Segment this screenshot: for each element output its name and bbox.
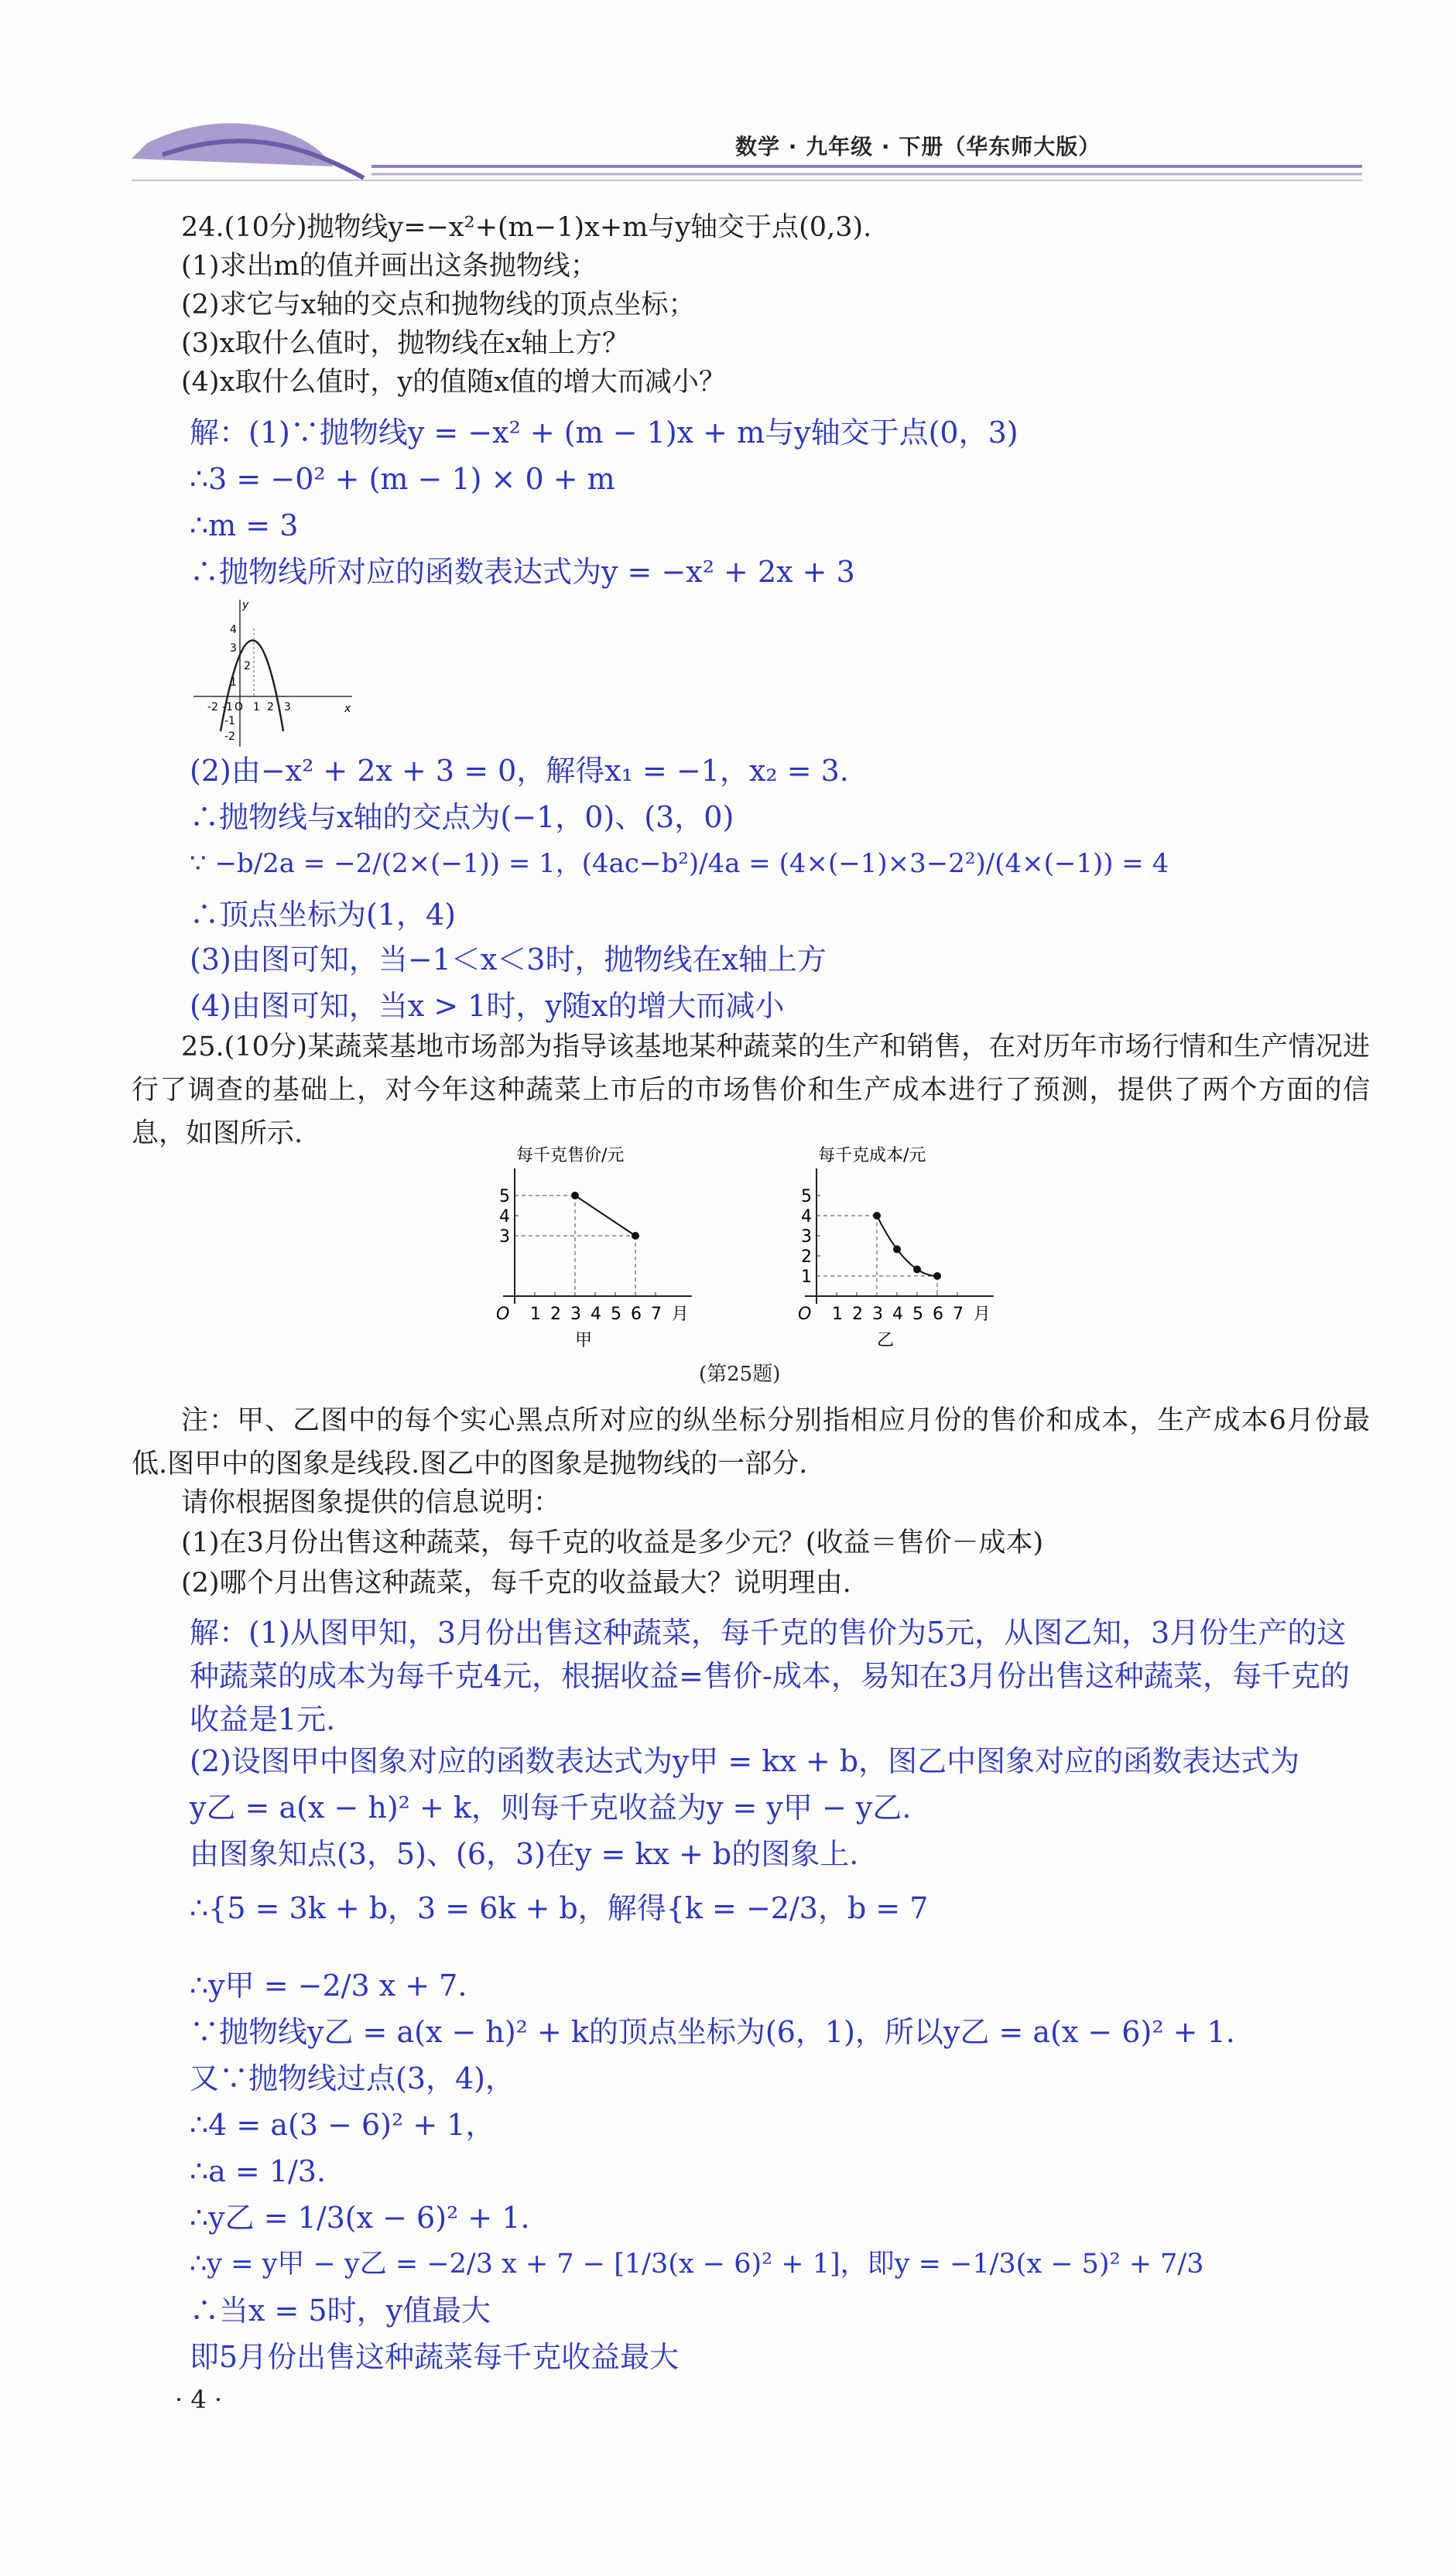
q25-stem: 25.(10分)某蔬菜基地市场部为指导该基地某种蔬菜的生产和销售，在对历年市场行情和生产情况进行了调查的基础上，对今年这种蔬菜上市后的市场售价和生产成本进行了预测，提供了两个方面的信息，如图所示. (132, 1031, 1370, 1149)
q25-answer2-line-6: ∵抛物线y乙 = a(x − h)² + k的顶点坐标为(6，1)，所以y乙 = a(x − 6)² + 1. (190, 2015, 1235, 2049)
x-tick-label: 6 (631, 1305, 642, 1324)
x-tick-label: 5 (611, 1305, 621, 1324)
graph-tick: 3 (230, 642, 237, 655)
q24-answer2-line-2: ∴抛物线与x轴的交点为(−1，0)、(3，0) (190, 800, 734, 834)
y-tick-label: 4 (499, 1207, 510, 1226)
q25-answer2-line-8: ∴4 = a(3 − 6)² + 1， (190, 2108, 495, 2142)
graph-tick: O (235, 701, 244, 713)
series-curve (877, 1216, 937, 1276)
x-tick-label: 2 (550, 1305, 561, 1324)
y-tick-label: 1 (801, 1267, 812, 1287)
graph-tick: x (344, 703, 351, 715)
q24-answer-line-3: ∴m = 3 (190, 508, 299, 542)
data-point (893, 1245, 901, 1253)
graph-tick: -2 (224, 730, 235, 743)
chart-title: 每千克售价/元 (516, 1146, 625, 1165)
q25-answer2-line-1: (2)设图甲中图象对应的函数表达式为y甲 = kx + b，图乙中图象对应的函数表达式为 (190, 1744, 1300, 1778)
y-tick-label: 4 (801, 1207, 812, 1226)
graph-tick: -1 (222, 701, 233, 713)
parabola-graph (190, 596, 356, 751)
x-tick-label: 1 (530, 1305, 541, 1324)
q25-answer2-line-7: 又∵抛物线过点(3，4)， (190, 2061, 515, 2095)
q25-answer2-line-9: ∴a = 1/3. (190, 2154, 327, 2188)
q24-part-2: (2)求它与x轴的交点和抛物线的顶点坐标； (181, 289, 696, 320)
q24-answer2-line-4: ∴顶点坐标为(1，4) (190, 898, 457, 932)
q25-answer2-line-11: ∴y = y甲 − y乙 = −2/3 x + 7 − [1/3(x − 6)² + 1]，即y = −1/3(x − 5)² + 7/3 (190, 2249, 1204, 2280)
x-tick-label: 1 (832, 1305, 843, 1324)
q25-answer2-line-5: ∴y甲 = −2/3 x + 7. (190, 1969, 467, 2003)
x-tick-label: 3 (570, 1305, 581, 1324)
x-tick-label: 4 (892, 1305, 903, 1324)
graph-tick: -2 (207, 701, 218, 713)
y-tick-label: 3 (499, 1227, 510, 1247)
q24-answer2-line-3: ∵ −b/2a = −2/(2×(−1)) = 1，(4ac−b²)/4a = (4×(−1)×3−2²)/(4×(−1)) = 4 (190, 848, 1169, 879)
graph-tick: 1 (230, 676, 237, 689)
graph-tick: 3 (284, 701, 291, 713)
x-axis-label: 月 (973, 1305, 991, 1324)
x-tick-label: 7 (953, 1305, 964, 1324)
q25-answer-1: 解：(1)从图甲知，3月份出售这种蔬菜，每千克的售价为5元，从图乙知，3月份生产的这种蔬菜的成本为每千克4元，根据收益=售价-成本，易知在3月份出售这种蔬菜，每千克的收益是1元. (190, 1616, 1351, 1736)
graph-tick: 2 (244, 660, 251, 672)
q25-part-1: (1)在3月份出售这种蔬菜，每千克的收益是多少元？(收益＝售价－成本) (181, 1527, 1044, 1558)
graph-tick: -1 (224, 715, 235, 727)
y-tick-label: 5 (499, 1187, 510, 1206)
y-tick-label: 3 (801, 1227, 812, 1247)
q25-answer2-line-12: ∴当x = 5时，y值最大 (190, 2294, 491, 2328)
y-tick-label: 2 (801, 1247, 812, 1267)
q25-note: 注：甲、乙图中的每个实心黑点所对应的纵坐标分别指相应月份的售价和成本，生产成本6月份最低.图甲中的图象是线段.图乙中的图象是抛物线的一部分. (132, 1405, 1370, 1480)
q25-prompt: 请你根据图象提供的信息说明： (181, 1487, 561, 1518)
q24-answer-line-1: 解：(1)∵抛物线y = −x² + (m − 1)x + m与y轴交于点(0，3) (190, 416, 1018, 450)
y-tick-label: 5 (801, 1187, 812, 1206)
series-line (575, 1196, 635, 1236)
x-tick-label: 4 (591, 1305, 601, 1324)
chart-jia (480, 1145, 735, 1354)
q24-part-1: (1)求出m的值并画出这条抛物线； (181, 251, 597, 282)
chart-title: 每千克成本/元 (818, 1146, 926, 1165)
x-tick-label: 5 (912, 1305, 923, 1324)
chart-caption: 乙 (877, 1331, 895, 1350)
q24-answer2-line-6: (4)由图可知，当x > 1时，y随x的增大而减小 (190, 989, 785, 1023)
chart-caption: 甲 (575, 1331, 593, 1350)
q25-answer2-line-10: ∴y乙 = 1/3(x − 6)² + 1. (190, 2201, 530, 2235)
q24-answer2-line-1: (2)由−x² + 2x + 3 = 0，解得x₁ = −1，x₂ = 3. (190, 754, 849, 788)
graph-tick: 4 (230, 624, 237, 636)
q25-answer2-line-4: ∴{5 = 3k + b，3 = 6k + b，解得{k = −2/3，b = 7 (190, 1891, 929, 1925)
data-point (632, 1232, 639, 1240)
q24-answer2-line-5: (3)由图可知，当−1＜x＜3时，抛物线在x轴上方 (190, 942, 827, 977)
header-title: 数学 · 九年级 · 下册（华东师大版） (735, 134, 1101, 159)
x-tick-label: 3 (872, 1305, 883, 1324)
q24-answer-line-2: ∴3 = −0² + (m − 1) × 0 + m (190, 462, 615, 496)
q25-part-2: (2)哪个月出售这种蔬菜，每千克的收益最大？说明理由. (181, 1568, 851, 1599)
x-axis-label: 月 (671, 1305, 689, 1324)
chart-yi (782, 1145, 1037, 1354)
q24-part-3: (3)x取什么值时，抛物线在x轴上方？ (181, 328, 630, 359)
x-tick-label: 6 (933, 1305, 943, 1324)
q25-answer2-line-3: 由图象知点(3，5)、(6，3)在y = kx + b的图象上. (190, 1837, 859, 1871)
graph-tick: 1 (253, 701, 260, 713)
graph-tick: 2 (267, 701, 274, 713)
q25-answer2-line-2: y乙 = a(x − h)² + k，则每千克收益为y = y甲 − y乙. (190, 1791, 912, 1825)
figure-caption: (第25题) (699, 1363, 781, 1386)
q24-answer-line-4: ∴抛物线所对应的函数表达式为y = −x² + 2x + 3 (190, 555, 855, 589)
data-point (571, 1192, 579, 1199)
q24-part-4: (4)x取什么值时，y的值随x值的增大而减小？ (181, 367, 726, 398)
data-point (873, 1212, 881, 1220)
origin-label: O (496, 1305, 510, 1324)
page-number: · 4 · (175, 2385, 223, 2414)
x-tick-label: 2 (852, 1305, 863, 1324)
q25-answer2-line-13: 即5月份出售这种蔬菜每千克收益最大 (190, 2340, 680, 2374)
origin-label: O (798, 1305, 812, 1324)
graph-tick: y (242, 599, 249, 611)
data-point (913, 1265, 921, 1273)
q24-stem: 24.(10分)抛物线y=−x²+(m−1)x+m与y轴交于点(0,3). (181, 212, 872, 243)
data-point (933, 1272, 941, 1280)
x-tick-label: 7 (651, 1305, 662, 1324)
